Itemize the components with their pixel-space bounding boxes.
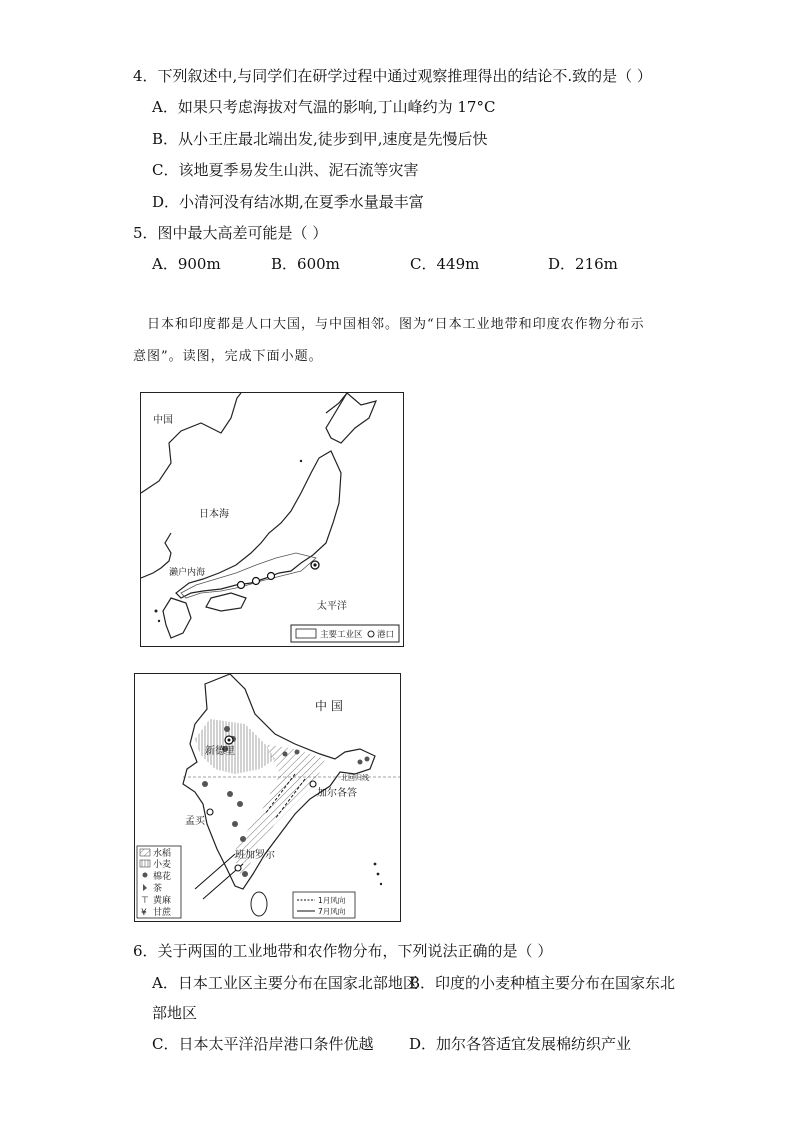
question-6-stem: 6．关于两国的工业地带和农作物分布，下列说法正确的是（ ） bbox=[133, 942, 553, 960]
label-mumbai: 孟买 bbox=[185, 816, 205, 827]
legend-tea: 茶 bbox=[153, 884, 163, 894]
question-5-option-b: B．600m bbox=[271, 255, 340, 273]
legend-july-wind: 7月风向 bbox=[318, 907, 346, 916]
legend-sugarcane: 甘蔗 bbox=[153, 908, 172, 918]
question-6-option-a: A．日本工业区主要分布在国家北部地区 bbox=[152, 974, 418, 992]
japan-map bbox=[140, 392, 404, 647]
question-5-stem: 5．图中最大高差可能是（ ） bbox=[133, 224, 328, 242]
label-seto-inland-sea: 濑户内海 bbox=[169, 568, 206, 578]
india-map bbox=[134, 673, 401, 922]
intro-line-2: 意图”。读图，完成下面小题。 bbox=[133, 349, 323, 364]
question-6-option-d: D．加尔各答适宜发展棉纺织产业 bbox=[409, 1035, 632, 1053]
svg-text:⊤: ⊤ bbox=[141, 896, 149, 906]
intro-line-1: 日本和印度都是人口大国，与中国相邻。图为“日本工业地带和印度农作物分布示 bbox=[147, 317, 645, 332]
label-new-delhi: 新德里 bbox=[205, 746, 235, 757]
question-6-option-b: B．印度的小麦种植主要分布在国家东北 bbox=[409, 974, 676, 992]
legend-january-wind: 1月风向 bbox=[318, 896, 346, 905]
label-kolkata: 加尔各答 bbox=[317, 788, 357, 799]
label-pacific-ocean: 太平洋 bbox=[317, 601, 347, 612]
svg-text:¥: ¥ bbox=[141, 908, 147, 918]
legend-wheat: 小麦 bbox=[153, 860, 172, 870]
question-4-option-c: C．该地夏季易发生山洪、泥石流等灾害 bbox=[152, 161, 419, 179]
question-5-option-c: C．449m bbox=[410, 255, 480, 273]
legend-port: 港口 bbox=[377, 630, 395, 640]
question-4-stem: 4．下列叙述中,与同学们在研学过程中通过观察推理得出的结论不.致的是（ ） bbox=[133, 67, 652, 85]
label-china: 中国 bbox=[153, 415, 173, 426]
legend-cotton: 棉花 bbox=[153, 872, 172, 882]
legend-jute: 黄麻 bbox=[153, 896, 172, 906]
label-bangalore: 班加罗尔 bbox=[235, 850, 275, 861]
label-tropic-of-cancer: 北回归线 bbox=[341, 774, 369, 782]
question-5-option-d: D．216m bbox=[548, 255, 618, 273]
question-5-option-a: A．900m bbox=[152, 255, 221, 273]
question-6-option-c: C．日本太平洋沿岸港口条件优越 bbox=[152, 1035, 374, 1053]
question-4-option-b: B．从小王庄最北端出发,徒步到甲,速度是先慢后快 bbox=[152, 130, 488, 148]
legend-rice: 水稻 bbox=[153, 849, 172, 859]
question-6-option-b-continued: 部地区 bbox=[152, 1004, 198, 1022]
label-china-india-map: 中 国 bbox=[315, 699, 343, 713]
label-sea-of-japan: 日本海 bbox=[199, 509, 229, 520]
legend-industrial-zone: 主要工业区 bbox=[320, 630, 363, 640]
question-4-option-a: A．如果只考虑海拔对气温的影响,丁山峰约为 17°C bbox=[152, 98, 496, 116]
question-4-option-d: D．小清河没有结冰期,在夏季水量最丰富 bbox=[152, 193, 424, 211]
